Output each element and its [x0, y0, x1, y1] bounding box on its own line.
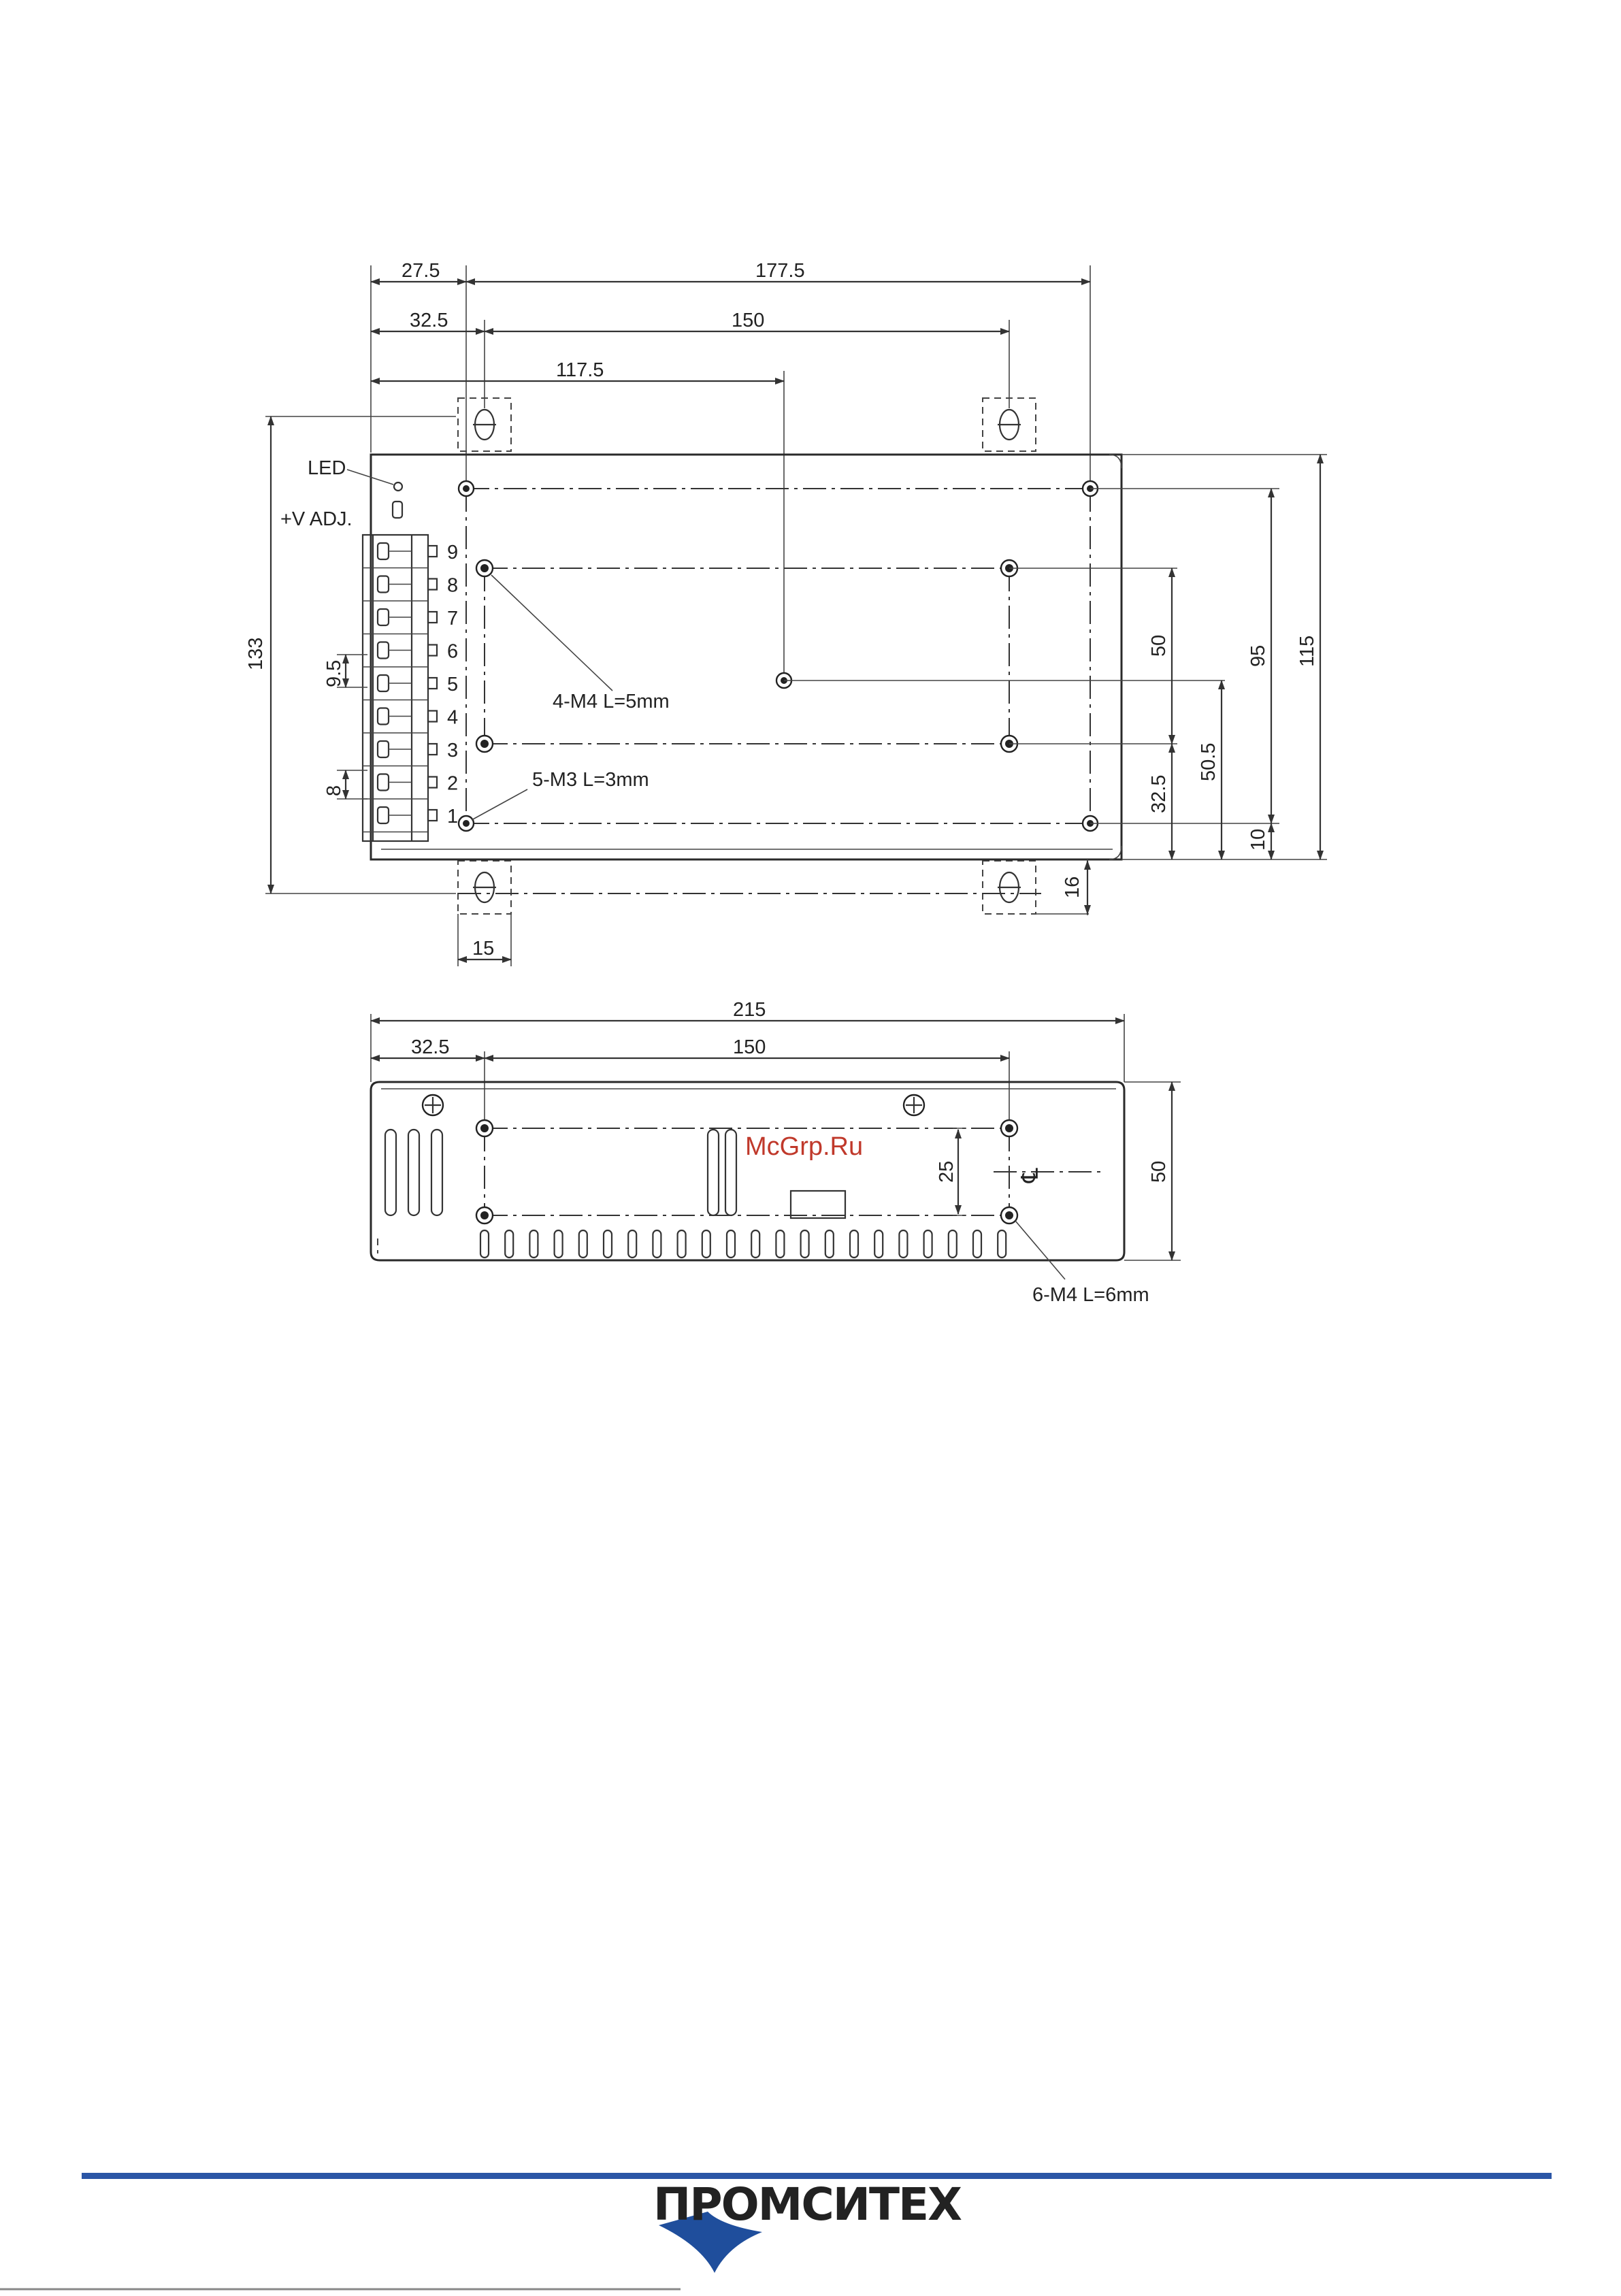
vent-slot [949, 1230, 957, 1258]
top-view [245, 260, 1327, 966]
right-dimensions [784, 455, 1327, 859]
dim-150-side: 150 [733, 1036, 766, 1058]
vent-slot [628, 1230, 636, 1258]
dim-32-5-side: 32.5 [411, 1036, 450, 1058]
terminal-3 [363, 740, 458, 766]
dim-115: 115 [1296, 635, 1318, 667]
dim-50-side: 50 [1148, 1160, 1170, 1183]
dim-177-5: 177.5 [755, 260, 805, 282]
dim-32-5: 32.5 [410, 310, 448, 331]
side-dimensions [371, 999, 1124, 1126]
hole-notes [472, 575, 670, 820]
left-dimensions [245, 416, 459, 893]
promsiteh-logo [653, 2178, 962, 2273]
footer [0, 2173, 1552, 2289]
vent-slot [678, 1230, 686, 1258]
terminal-label: 9 [447, 542, 459, 563]
vent-slot [924, 1230, 932, 1258]
top-dimensions [371, 260, 1090, 680]
vent-slot [801, 1230, 809, 1258]
vent-slot [727, 1230, 735, 1258]
side-vents [385, 1130, 736, 1215]
terminal-9 [363, 542, 458, 568]
centerline-symbol: ℄ [1017, 1168, 1043, 1183]
dim-10: 10 [1247, 828, 1269, 851]
terminal-label: 4 [447, 706, 459, 729]
dim-133: 133 [245, 637, 267, 670]
vent-slot [604, 1230, 612, 1258]
dim-9-5: 9.5 [323, 659, 345, 687]
vent-slot [874, 1230, 883, 1258]
terminal-label: 6 [447, 640, 459, 663]
terminal-8 [363, 575, 458, 602]
terminal-label: 5 [447, 674, 459, 695]
dim-50-5: 50.5 [1198, 742, 1219, 781]
terminal-list [363, 542, 458, 832]
v-adj-potentiometer [280, 502, 402, 530]
vent-slot [702, 1230, 710, 1258]
vent-slot [899, 1230, 907, 1258]
vent-slot [529, 1230, 538, 1258]
dim-27-5: 27.5 [402, 260, 440, 282]
note-6-m4: 6-M4 L=6mm [1032, 1284, 1149, 1306]
dim-15: 15 [472, 938, 495, 960]
v-adj-label: +V ADJ. [280, 508, 353, 530]
dim-50-top: 50 [1148, 634, 1170, 657]
vent-slot [653, 1230, 661, 1258]
terminal-1 [363, 806, 458, 832]
terminal-label: 8 [447, 574, 459, 597]
dim-16: 16 [1062, 876, 1083, 898]
side-view [371, 999, 1181, 1306]
vent-slot [555, 1230, 563, 1258]
terminal-6 [363, 641, 458, 668]
terminal-7 [363, 608, 458, 634]
dim-32-5-right: 32.5 [1148, 774, 1170, 813]
led-indicator [308, 457, 402, 491]
note-4-m4: 4-M4 L=5mm [553, 691, 670, 712]
terminal-5 [363, 674, 458, 700]
mounting-brackets [458, 398, 1036, 914]
led-label: LED [308, 457, 346, 479]
terminal-label: 3 [447, 740, 459, 761]
vent-slot [505, 1230, 513, 1258]
terminal-label: 7 [447, 608, 459, 629]
vent-slot [480, 1230, 489, 1258]
label-window [791, 1191, 845, 1218]
dim-95: 95 [1247, 644, 1269, 667]
vent-slot [973, 1230, 981, 1258]
vent-slot [998, 1230, 1006, 1258]
watermark: McGrp.Ru [745, 1132, 864, 1161]
vent-slot [579, 1230, 587, 1258]
bottom-dimensions [458, 859, 1089, 966]
dim-8: 8 [323, 785, 345, 796]
vent-slot [825, 1230, 834, 1258]
vent-slot [850, 1230, 858, 1258]
brand-name: ПРОМСИТЕХ [653, 2178, 962, 2231]
vent-slot [776, 1230, 784, 1258]
terminal-2 [363, 773, 458, 800]
terminal-block [363, 535, 428, 841]
dim-150: 150 [732, 310, 765, 331]
vent-slot [751, 1230, 759, 1258]
terminal-4 [363, 707, 458, 734]
cover-screws [423, 1095, 924, 1115]
terminal-label: 1 [447, 806, 459, 827]
terminal-label: 2 [447, 772, 459, 795]
bottom-vents [480, 1230, 1006, 1258]
dim-215: 215 [733, 999, 766, 1021]
note-5-m3: 5-M3 L=3mm [532, 769, 649, 791]
dim-117-5: 117.5 [556, 359, 604, 381]
dim-25: 25 [936, 1160, 957, 1183]
